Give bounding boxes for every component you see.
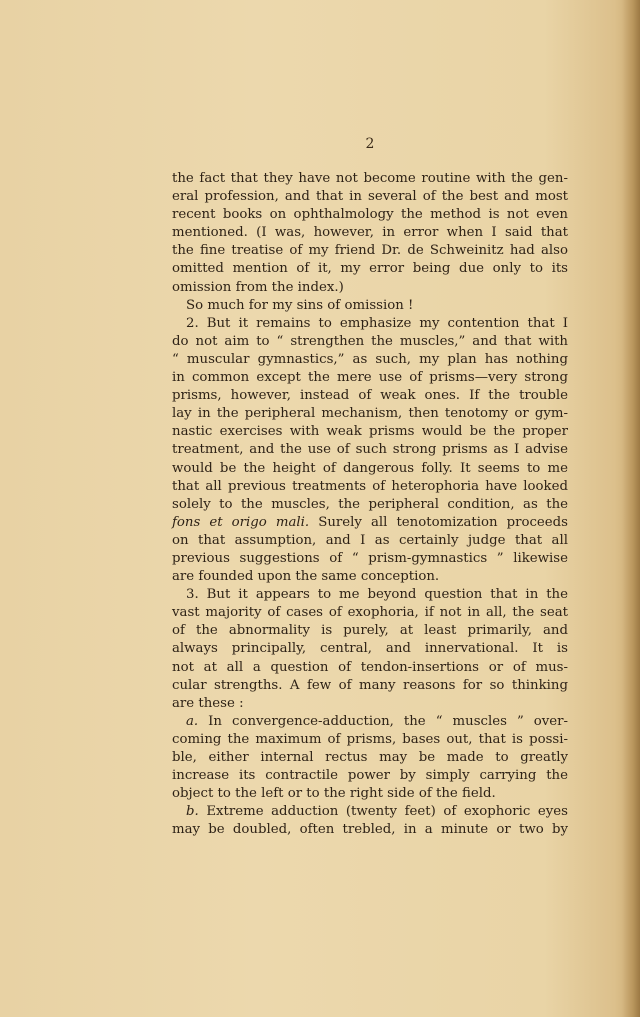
- text-line: of the abnormality is purely, at least primarily, and: [172, 623, 568, 639]
- text-line: would be the height of dangerous folly. It seems to me: [172, 460, 568, 476]
- text-line: solely to the muscles, the peripheral condition, as the: [172, 496, 568, 512]
- text-line: 2. But it remains to emphasize my contention that I: [186, 315, 568, 331]
- italic-phrase: fons et origo mali.: [172, 514, 310, 530]
- text-line: vast majority of cases of exophoria, if not in all, the seat: [172, 605, 568, 621]
- text-line: treatment, and the use of such strong prisms as I advise: [172, 442, 568, 458]
- text-line: are these :: [172, 695, 244, 711]
- text-line: 3. But it appears to me beyond question that in the: [186, 587, 568, 603]
- text-line: coming the maximum of prisms, bases out, that is possi-: [172, 731, 568, 747]
- text-line: increase its contractile power by simply carrying the: [172, 768, 568, 784]
- text-line: the fact that they have not become routine with the gen-: [172, 171, 568, 186]
- text-line: omitted mention of it, my error being due only to its: [172, 261, 568, 277]
- text-line: b. Extreme adduction (twenty feet) of exophoric eyes: [186, 804, 568, 820]
- text-line: always principally, central, and innervational. It is: [172, 641, 568, 657]
- italic-phrase: b.: [186, 804, 199, 820]
- text-line: “ muscular gymnastics,” as such, my plan has nothing: [172, 351, 568, 367]
- text-line: object to the left or to the right side of the field.: [172, 786, 496, 802]
- text-line: prisms, however, instead of weak ones. If the trouble: [172, 388, 568, 404]
- page-number: 2: [365, 136, 375, 152]
- text-line: eral profession, and that in several of the best and most: [172, 189, 568, 205]
- text-line: on that assumption, and I as certainly judge that all: [172, 532, 568, 548]
- text-line: fons et origo mali. Surely all tenotomization proceeds: [172, 514, 568, 530]
- text-line: So much for my sins of omission !: [186, 297, 414, 313]
- italic-phrase: a.: [186, 713, 199, 729]
- text-line: a. In convergence-adduction, the “ muscles ” over-: [186, 713, 568, 729]
- text-line: nastic exercises with weak prisms would be the proper: [172, 424, 568, 440]
- text-line: mentioned. (I was, however, in error when I said that: [172, 225, 568, 241]
- text-line: not at all a question of tendon-insertions or of mus-: [172, 659, 568, 675]
- text-line: in common except the mere use of prisms—very strong: [172, 370, 568, 386]
- text-line: previous suggestions of “ prism-gymnastics ” likewise: [172, 550, 568, 566]
- text-line: lay in the peripheral mechanism, then tenotomy or gym-: [172, 406, 568, 422]
- text-line: that all previous treatments of heterophoria have looked: [172, 478, 568, 494]
- text-line: omission from the index.): [172, 279, 344, 295]
- page-edge-shadow: [622, 0, 640, 1017]
- text-line: may be doubled, often trebled, in a minute or two by: [172, 822, 568, 838]
- text-line: recent books on ophthalmology the method is not even: [172, 207, 568, 223]
- text-line: cular strengths. A few of many reasons for so thinking: [172, 677, 568, 693]
- text-line: do not aim to “ strengthen the muscles,” and that with: [172, 333, 568, 349]
- text-line: the fine treatise of my friend Dr. de Schweinitz had also: [172, 243, 568, 259]
- text-line: are founded upon the same conception.: [172, 569, 440, 585]
- body-text: [172, 170, 568, 839]
- text-line: ble, either internal rectus may be made to greatly: [172, 750, 568, 765]
